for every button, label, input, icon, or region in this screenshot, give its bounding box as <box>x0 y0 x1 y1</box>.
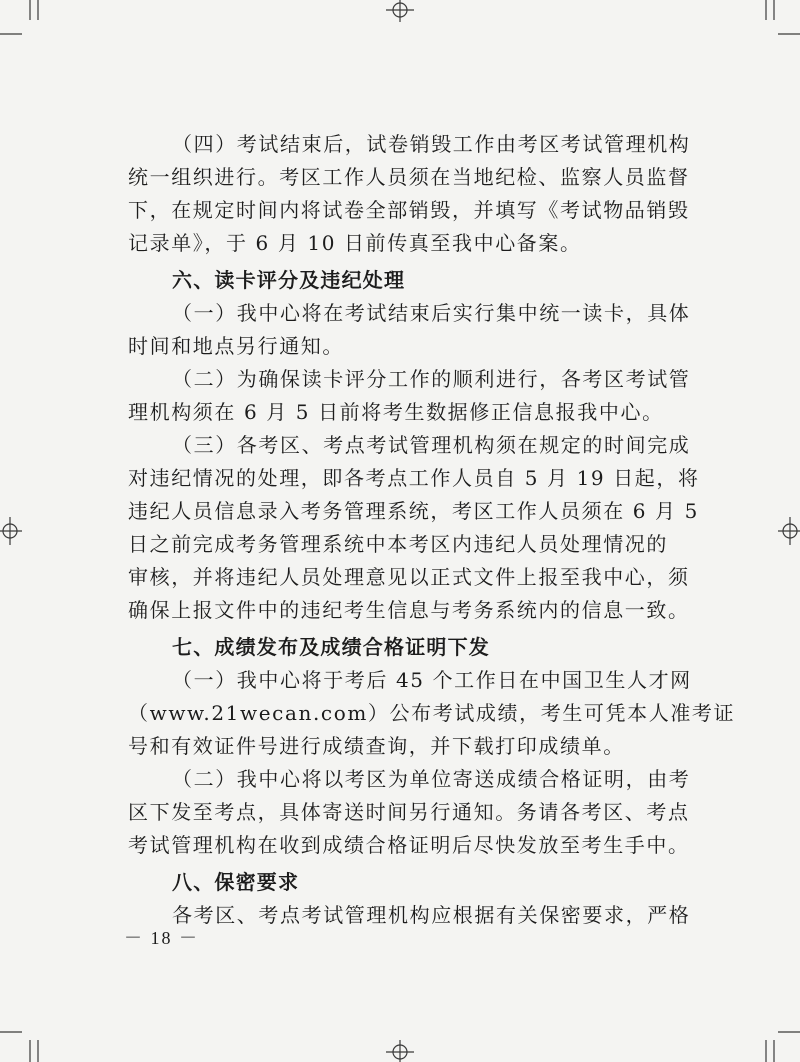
text-line: 时间和地点另行通知。 <box>128 334 344 358</box>
text-line: 违纪人员信息录入考务管理系统，考区工作人员须在 6 月 5 <box>128 499 699 523</box>
text-line: 各考区、考点考试管理机构应根据有关保密要求，严格 <box>172 903 691 927</box>
section-heading-text: 六、读卡评分及违纪处理 <box>172 268 406 292</box>
text-line: 号和有效证件号进行成绩查询，并下载打印成绩单。 <box>128 734 625 758</box>
text-line: （www.21wecan.com）公布考试成绩，考生可凭本人准考证 <box>128 701 736 725</box>
page-number: － 18 － <box>124 928 199 948</box>
paragraph <box>128 128 691 260</box>
section-heading-text: 八、保密要求 <box>172 870 300 894</box>
text-line: 统一组织进行。考区工作人员须在当地纪检、监察人员监督 <box>128 165 690 189</box>
section-heading-text: 七、成绩发布及成绩合格证明下发 <box>172 635 490 659</box>
paragraph <box>128 429 700 627</box>
text-line: 对违纪情况的处理，即各考点工作人员自 5 月 19 日起，将 <box>128 466 700 490</box>
section-heading <box>128 866 668 899</box>
text-line: （二）为确保读卡评分工作的顺利进行，各考区考试管 <box>172 367 691 391</box>
text-line: 确保上报文件中的违纪考生信息与考务系统内的信息一致。 <box>128 598 690 622</box>
text-line: （一）我中心将在考试结束后实行集中统一读卡，具体 <box>172 301 691 325</box>
text-line: 下，在规定时间内将试卷全部销毁，并填写《考试物品销毁 <box>128 198 690 222</box>
text-line: （二）我中心将以考区为单位寄送成绩合格证明，由考 <box>172 767 691 791</box>
paragraph <box>128 297 691 363</box>
section-heading <box>128 264 668 297</box>
text-line: （三）各考区、考点考试管理机构须在规定的时间完成 <box>172 433 691 457</box>
text-line: （四）考试结束后，试卷销毁工作由考区考试管理机构 <box>172 132 691 156</box>
text-line: 考试管理机构在收到成绩合格证明后尽快发放至考生手中。 <box>128 833 690 857</box>
text-line: 审核，并将违纪人员处理意见以正式文件上报至我中心，须 <box>128 565 690 589</box>
text-line: （一）我中心将于考后 45 个工作日在中国卫生人才网 <box>172 668 692 692</box>
document-body <box>128 128 736 932</box>
text-line: 记录单》，于 6 月 10 日前传真至我中心备案。 <box>128 231 582 255</box>
section-heading <box>128 631 668 664</box>
paragraph <box>128 363 691 429</box>
paragraph <box>128 899 691 932</box>
paragraph <box>128 664 736 763</box>
text-line: 日之前完成考务管理系统中本考区内违纪人员处理情况的 <box>128 532 668 556</box>
text-line: 理机构须在 6 月 5 日前将考生数据修正信息报我中心。 <box>128 400 664 424</box>
paragraph <box>128 763 691 862</box>
text-line: 区下发至考点，具体寄送时间另行通知。务请各考区、考点 <box>128 800 690 824</box>
